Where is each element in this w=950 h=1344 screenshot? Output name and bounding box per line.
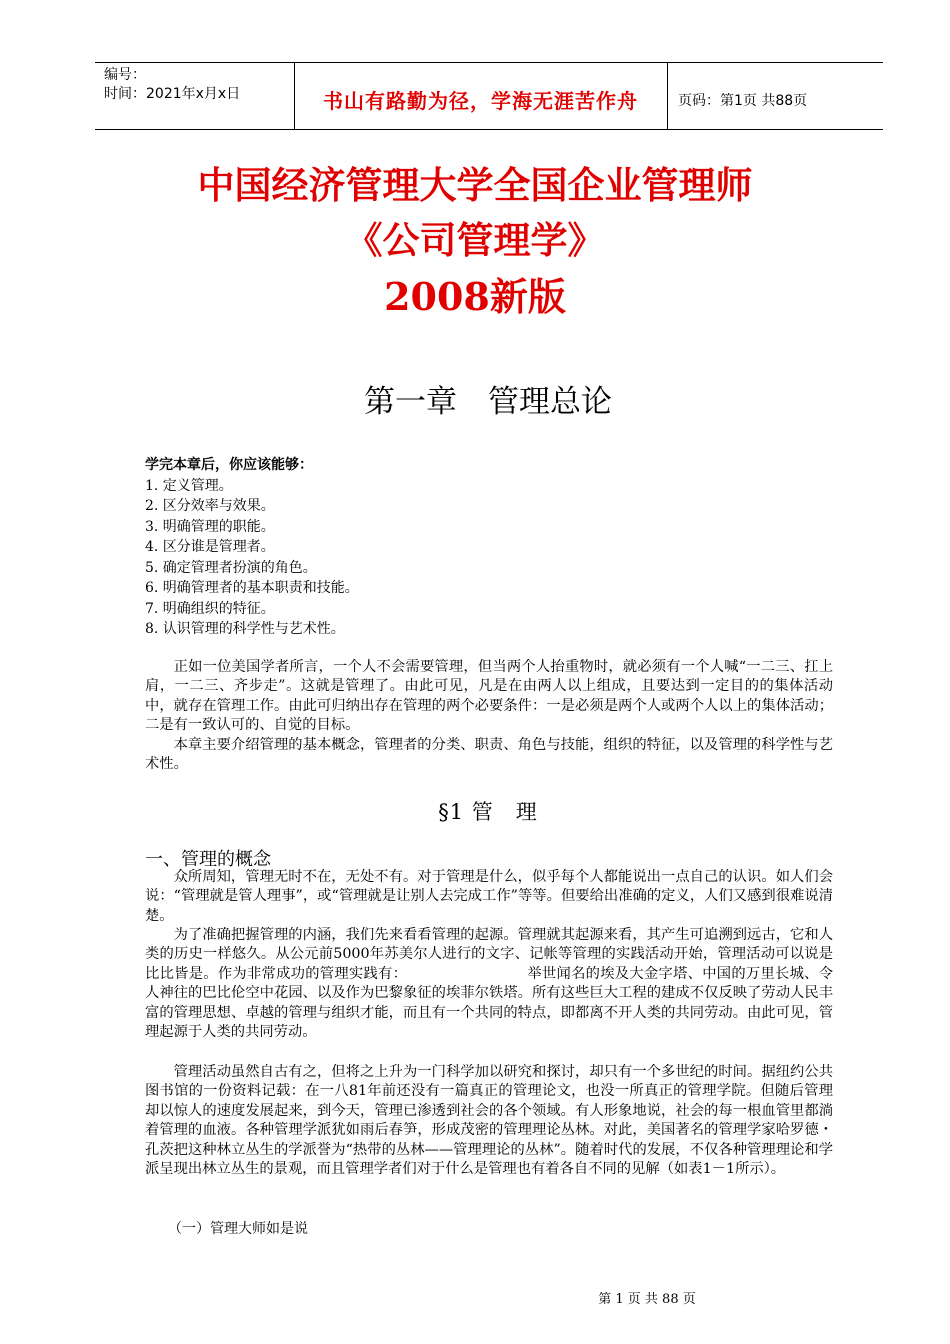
document-title-line3: 2008新版 (384, 274, 566, 319)
document-title-line2: 《公司管理学》 (345, 219, 605, 262)
header-meta (104, 66, 240, 104)
objective-item: 5. 确定管理者扮演的角色。 (145, 559, 317, 576)
learning-objectives (145, 455, 845, 640)
objective-item: 4. 区分谁是管理者。 (145, 539, 275, 555)
objective-item: 2. 区分效率与效果。 (145, 498, 275, 514)
header-page-info: 页码：第1页 共88页 (678, 93, 808, 109)
header-divider-right (667, 62, 668, 129)
body-paragraph-2 (145, 926, 833, 1042)
header-time-label: 时间：2021年x月x日 (104, 86, 241, 102)
chapter-title: 第一章 管理总论 (364, 384, 612, 420)
header-bottom-rule (95, 129, 883, 130)
body-paragraph-2a: 为了准确把握管理的内涵，我们先来看看管理的起源。管理就其起源来看，其产生可追溯到远古，它和人类的历史一样悠久。从公元前5000年苏美尔人进行的文字、记帐等管理的实践活动开始，管理活动可以说是比比皆是。作为非常成功的管理实践有： (145, 927, 833, 982)
document-title-line1: 中国经济管理大学全国企业管理师 (197, 164, 753, 207)
page-footer: 第 1 页 共 88 页 (598, 1292, 696, 1307)
intro-paragraph-2: 本章主要介绍管理的基本概念，管理者的分类、职责、角色与技能，组织的特征，以及管理的科学性与艺术性。 (145, 737, 833, 773)
objective-item: 7. 明确组织的特征。 (145, 600, 275, 617)
body-paragraph-1: 众所周知，管理无时不在，无处不有。对于管理是什么，似乎每个人都能说出一点自己的认识。如人们会说：“管理就是管人理事”，或“管理就是让别人去完成工作”等等。但要给出准确的定义，人们又感到很难说清楚。 (145, 869, 833, 924)
subsection-title: 一、管理的概念 (145, 849, 271, 870)
objectives-heading: 学完本章后，你应该能够： (145, 457, 313, 473)
body-paragraph-2b: 举世闻名的埃及大金字塔、中国的万里长城、令人神往的巴比伦空中花园、以及作为巴黎象征的埃菲尔铁塔。所有这些巨大工程的建成不仅反映了劳动人民丰富的管理思想、卓越的管理与组织才能，而且有一个共同的特点，即都离不开人类的共同劳动。由此可见，管理起源于人类的共同劳动。 (145, 965, 834, 1041)
header-number-label: 编号： (104, 67, 146, 83)
header-top-rule (95, 62, 883, 63)
objective-item: 8. 认识管理的科学性与艺术性。 (145, 621, 345, 637)
objective-item: 1. 定义管理。 (145, 477, 233, 494)
objective-item: 6. 明确管理者的基本职责和技能。 (145, 580, 359, 596)
subsubsection-title: （一）管理大师如是说 (168, 1221, 308, 1237)
section-title: §1 管 理 (438, 800, 538, 824)
header-motto: 书山有路勤为径，学海无涯苦作舟 (323, 89, 638, 113)
objective-item: 3. 明确管理的职能。 (145, 518, 275, 535)
body-paragraph-3: 管理活动虽然自古有之，但将之上升为一门科学加以研究和探讨，却只有一个多世纪的时间。据纽约公共图书馆的一份资料记载：在一八81年前还没有一篇真正的管理论文，也没一所真正的管理学院。但随后管理却以惊人的速度发展起来，到今天，管理已渗透到社会的各个领域。有人形象地说，社会的每一根血管里都淌着管理的血液。各种管理学派犹如雨后春笋，形成茂密的管理理论丛林。对此，美国著名的管理学家哈罗德・孔茨把这种林立丛生的学派誉为“热带的丛林——管理理论的丛林”。随着时代的发展，不仅各种管理理论和学派呈现出林立丛生的景观，而且管理学者们对于什么是管理也有着各自不同的见解（如表1－1所示）。 (145, 1064, 833, 1178)
intro-paragraph-1: 正如一位美国学者所言，一个人不会需要管理，但当两个人抬重物时，就必须有一个人喊“一二三、扛上肩，一二三、齐步走”。这就是管理了。由此可见，凡是在由两人以上组成，且要达到一定目的的集体活动中，就存在管理工作。由此可归纳出存在管理的两个必要条件：一是必须是两个人或两个人以上的集体活动；二是有一致认可的、自觉的目标。 (145, 659, 833, 734)
